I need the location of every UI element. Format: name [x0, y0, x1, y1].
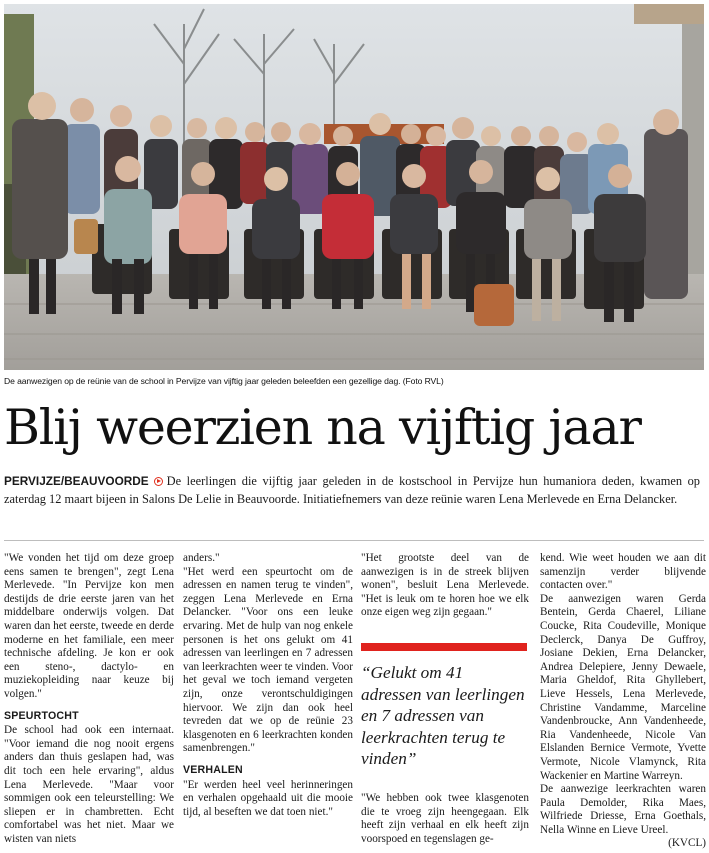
divider — [4, 540, 704, 541]
dateline: PERVIJZE/BEAUVOORDE — [4, 474, 149, 488]
paragraph: kend. Wie weet houden we aan dit samenzijn verder blijvende contacten over." — [540, 552, 706, 592]
pull-quote: “Gelukt om 41 adressen van leerlingen en 7 adressen van leerkrachten terug te vinden” — [361, 663, 525, 768]
lead-text: De leerlingen die vijftig jaar geleden in de kostschool in Pervijze hun humaniora deden, kwamen op zaterdag 12 maart bijeen in Salons De Lelie in Beauvoorde. Initiatiefnemers van deze reünie waren Lena Merlevede en Erna Delancker. — [4, 474, 700, 506]
author-signature: (KVCL) — [668, 837, 706, 850]
lead-paragraph — [4, 472, 700, 508]
group-photo-image — [4, 4, 704, 370]
paragraph: "Er werden heel veel herinneringen en verhalen opgehaald uit die mooie tijd, al beseften we dat toen niet." — [183, 778, 353, 818]
paragraph: "Het grootste deel van de aanwezigen is in de streek blijven wonen", besluit Lena Merlevede. "Het is leuk om te horen hoe we elk onze eigen weg zijn gegaan." — [361, 552, 529, 619]
paragraph: anders." — [183, 552, 220, 564]
column-3 — [361, 552, 529, 620]
headline: Blij weerzien na vijftig jaar — [4, 399, 641, 456]
paragraph: "Het werd een speurtocht om de adressen en namen terug te vinden", zeggen Lena Merlevede en Erna Delancker. "Voor ons een leuke ervaring. Met de hulp van nog enkele personen is het ons gelukt om 41 adressen van leerlingen en 7 adressen van leerkrachten weer te vinden. Voor het geval we toch iemand vergeten zijn, onze verontschuldigingen hiervoor. We zijn dan ook heel tevreden dat we op de reünie 23 klasgenoten en 6 leerkrachten konden samenbrengen." — [183, 565, 353, 755]
paragraph: De school had ook een internaat. "Voor iemand die nog nooit ergens anders dan thuis geslapen had, was dit toch een hele ervaring", aldus Lena Merlevede. "Maar voor sommigen ook een teleurstelling: We sliepen er in chambretten. Echt comfortabel was het niet. Maar we wisten van niets — [4, 724, 174, 845]
paragraph: De aanwezige leerkrachten waren Paula Demolder, Rika Maes, Wilfriede Driesse, Erna Goethals, Nella Winne en Lieve Ureel. — [540, 783, 706, 836]
group-photo — [4, 4, 704, 370]
column-3-bottom — [361, 792, 529, 846]
column-4 — [540, 552, 706, 851]
photo-caption: De aanwezigen op de reünie van de school in Pervijze van vijftig jaar geleden beleefden een gezellige dag. (Foto RVL) — [4, 376, 444, 386]
column-2 — [183, 552, 353, 819]
paragraph: "We hebben ook twee klasgenoten die te vroeg zijn heengegaan. Elk heeft zijn verhaal en elk heeft zijn voorspoed en tegenslagen ge- — [361, 792, 529, 845]
column-1 — [4, 552, 174, 846]
subheading-speurtocht: SPEURTOCHT — [4, 709, 79, 722]
paragraph: "We vonden het tijd om deze groep eens samen te brengen", zegt Lena Merlevede. "In Pervijze kon men destijds de drie eerste jaren van het middelbare onderwijs volgen. Dat waren dan het eerste, tweede en derde moderne en het familiale, een meer technische afdeling. Je kon er ook een steno-, dactylo- en muziekopleiding naar keuze bij volgen." — [4, 552, 174, 700]
subheading-verhalen: VERHALEN — [183, 763, 243, 776]
arrow-bullet-icon — [154, 477, 163, 486]
paragraph: De aanwezigen waren Gerda Bentein, Gerda Chaerel, Liliane Coucke, Rita Coudeville, Monique Declerck, Danya De Guffroy, Josiane Dekien, Erna Delancker, Andrea Delepiere, Jenny Dewaele, Maria Gheldof, Rita Ghyllebert, Lieve Hessels, Lena Merlevede, Christine Vandamme, Marceline Vandenbroucke, Ann Vandenheede, Ria Vandenheede, Nicole Van Elslanden Bernice Vermote, Yvette Vermote, Nicole Vlamynck, Rita Wackenier en Martine Warreyn. — [540, 592, 706, 782]
pullquote-bar — [361, 643, 527, 651]
